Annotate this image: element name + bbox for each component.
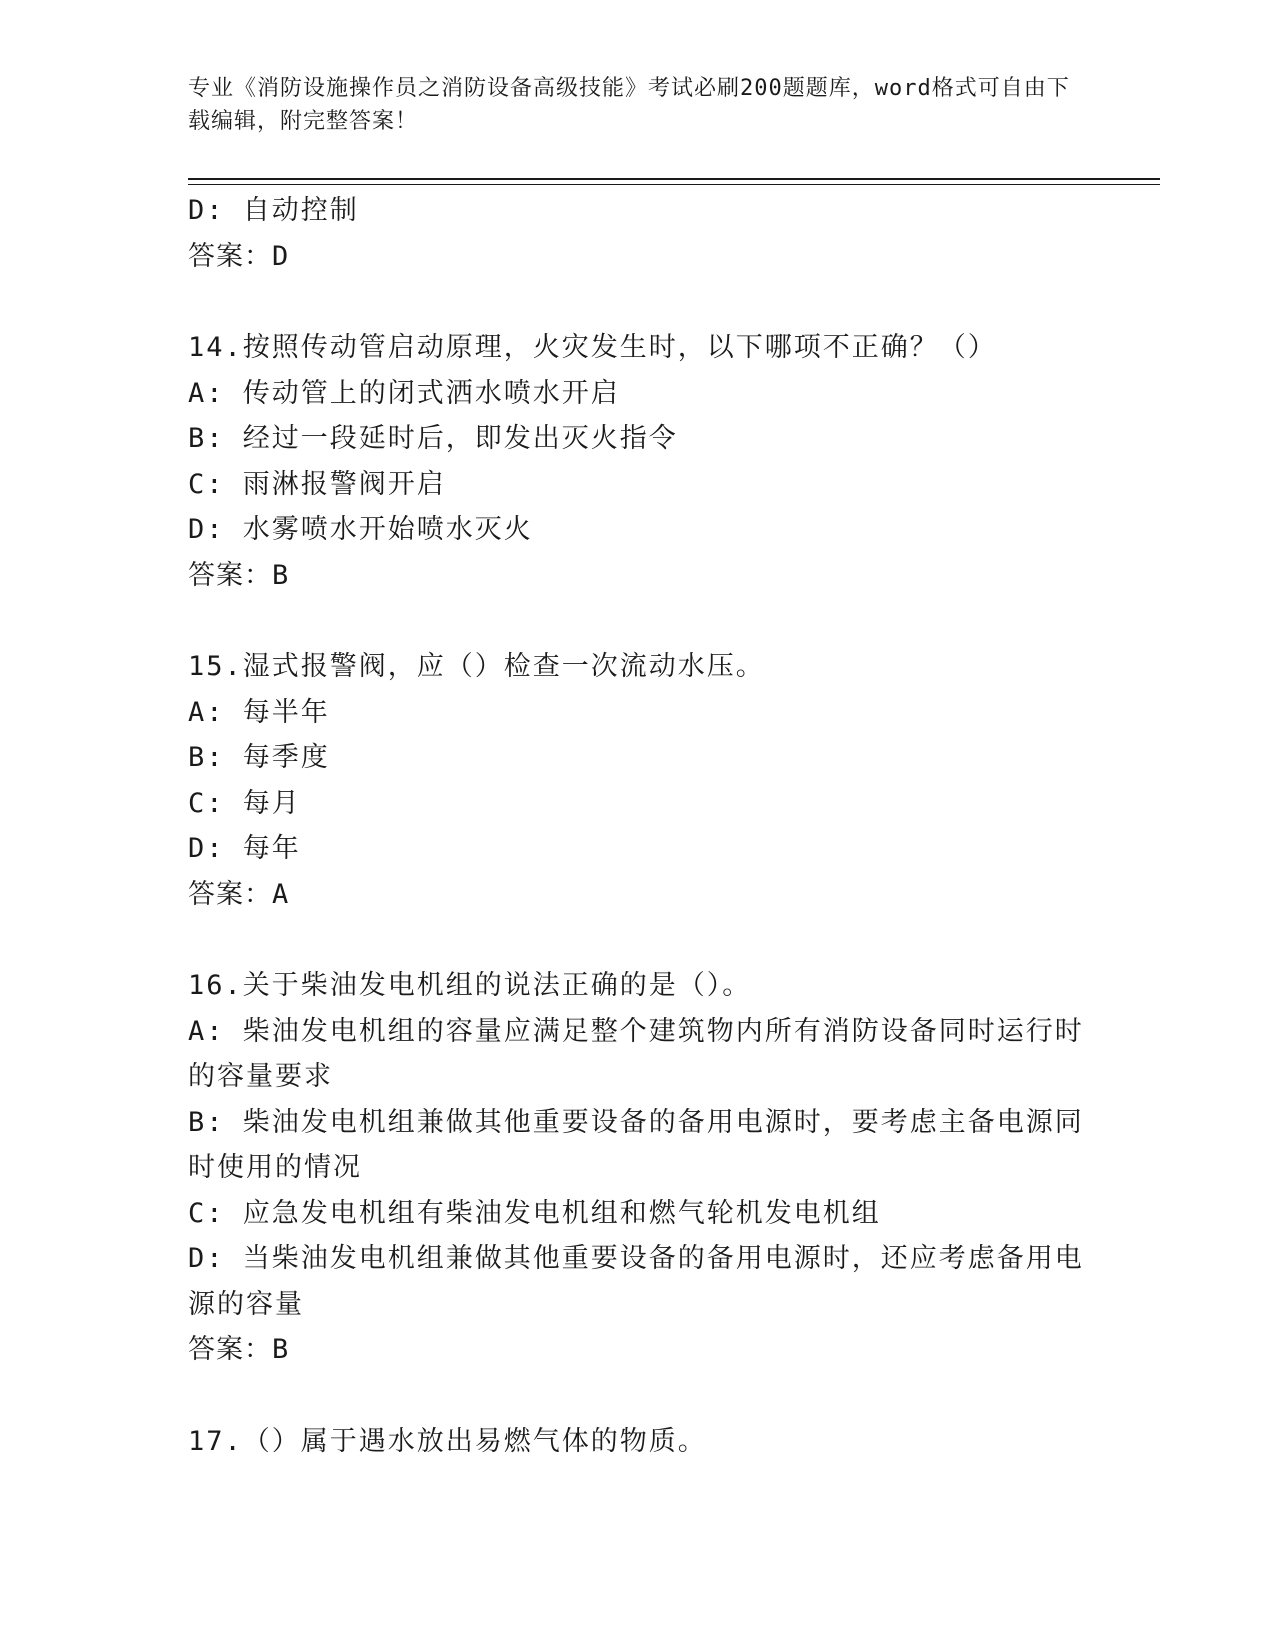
question-list <box>188 188 1088 1464</box>
question-14-option-b: B: 经过一段延时后，即发出灭火指令 <box>188 423 678 454</box>
question-16-option-c: C: 应急发电机组有柴油发电机组和燃气轮机发电机组 <box>188 1197 881 1229</box>
question-spacer <box>188 279 1088 325</box>
answer-value: B <box>272 1334 290 1365</box>
question-15-option-a: A: 每半年 <box>188 696 330 728</box>
question-spacer <box>188 917 1088 963</box>
answer-value: D <box>272 240 290 272</box>
question-spacer <box>188 598 1088 644</box>
question-15-option-b: B: 每季度 <box>188 742 330 773</box>
question-15-answer <box>188 872 1088 918</box>
question-14-option-c: C: 雨淋报警阀开启 <box>188 468 446 500</box>
page-header: 专业《消防设施操作员之消防设备高级技能》考试必刷200题题库，word格式可自由下载编辑，附完整答案！ <box>188 76 1070 134</box>
answer-value: A <box>272 878 290 910</box>
answer-label: 答案： <box>188 559 272 591</box>
question-15-option-d: D: 每年 <box>188 833 301 864</box>
prev-question-option-d: D: 自动控制 <box>188 195 359 226</box>
question-16-answer <box>188 1327 1088 1373</box>
question-16-stem: 16.关于柴油发电机组的说法正确的是（）。 <box>188 970 752 1001</box>
question-14-answer <box>188 553 1088 599</box>
question-14-stem: 14.按照传动管启动原理，火灾发生时，以下哪项不正确？（） <box>188 332 997 363</box>
question-16-option-b: B: 柴油发电机组兼做其他重要设备的备用电源时，要考虑主备电源同时使用的情况 <box>188 1106 1084 1183</box>
question-spacer <box>188 1373 1088 1419</box>
question-15-stem: 15.湿式报警阀，应（）检查一次流动水压。 <box>188 651 765 682</box>
prev-question-answer <box>188 234 1088 280</box>
question-16-option-d: D: 当柴油发电机组兼做其他重要设备的备用电源时，还应考虑备用电源的容量 <box>188 1243 1084 1320</box>
answer-label: 答案： <box>188 878 272 910</box>
header-divider-thin <box>188 184 1160 185</box>
question-14-option-d: D: 水雾喷水开始喷水灭火 <box>188 514 533 545</box>
answer-value: B <box>272 559 290 591</box>
answer-label: 答案： <box>188 240 272 272</box>
question-14-option-a: A: 传动管上的闭式洒水喷水开启 <box>188 377 620 409</box>
question-15-option-c: C: 每月 <box>188 787 301 819</box>
question-17-stem: 17.（）属于遇水放出易燃气体的物质。 <box>188 1425 707 1457</box>
question-16-option-a: A: 柴油发电机组的容量应满足整个建筑物内所有消防设备同时运行时的容量要求 <box>188 1015 1084 1092</box>
header-divider <box>188 178 1160 180</box>
answer-label: 答案： <box>188 1334 272 1365</box>
